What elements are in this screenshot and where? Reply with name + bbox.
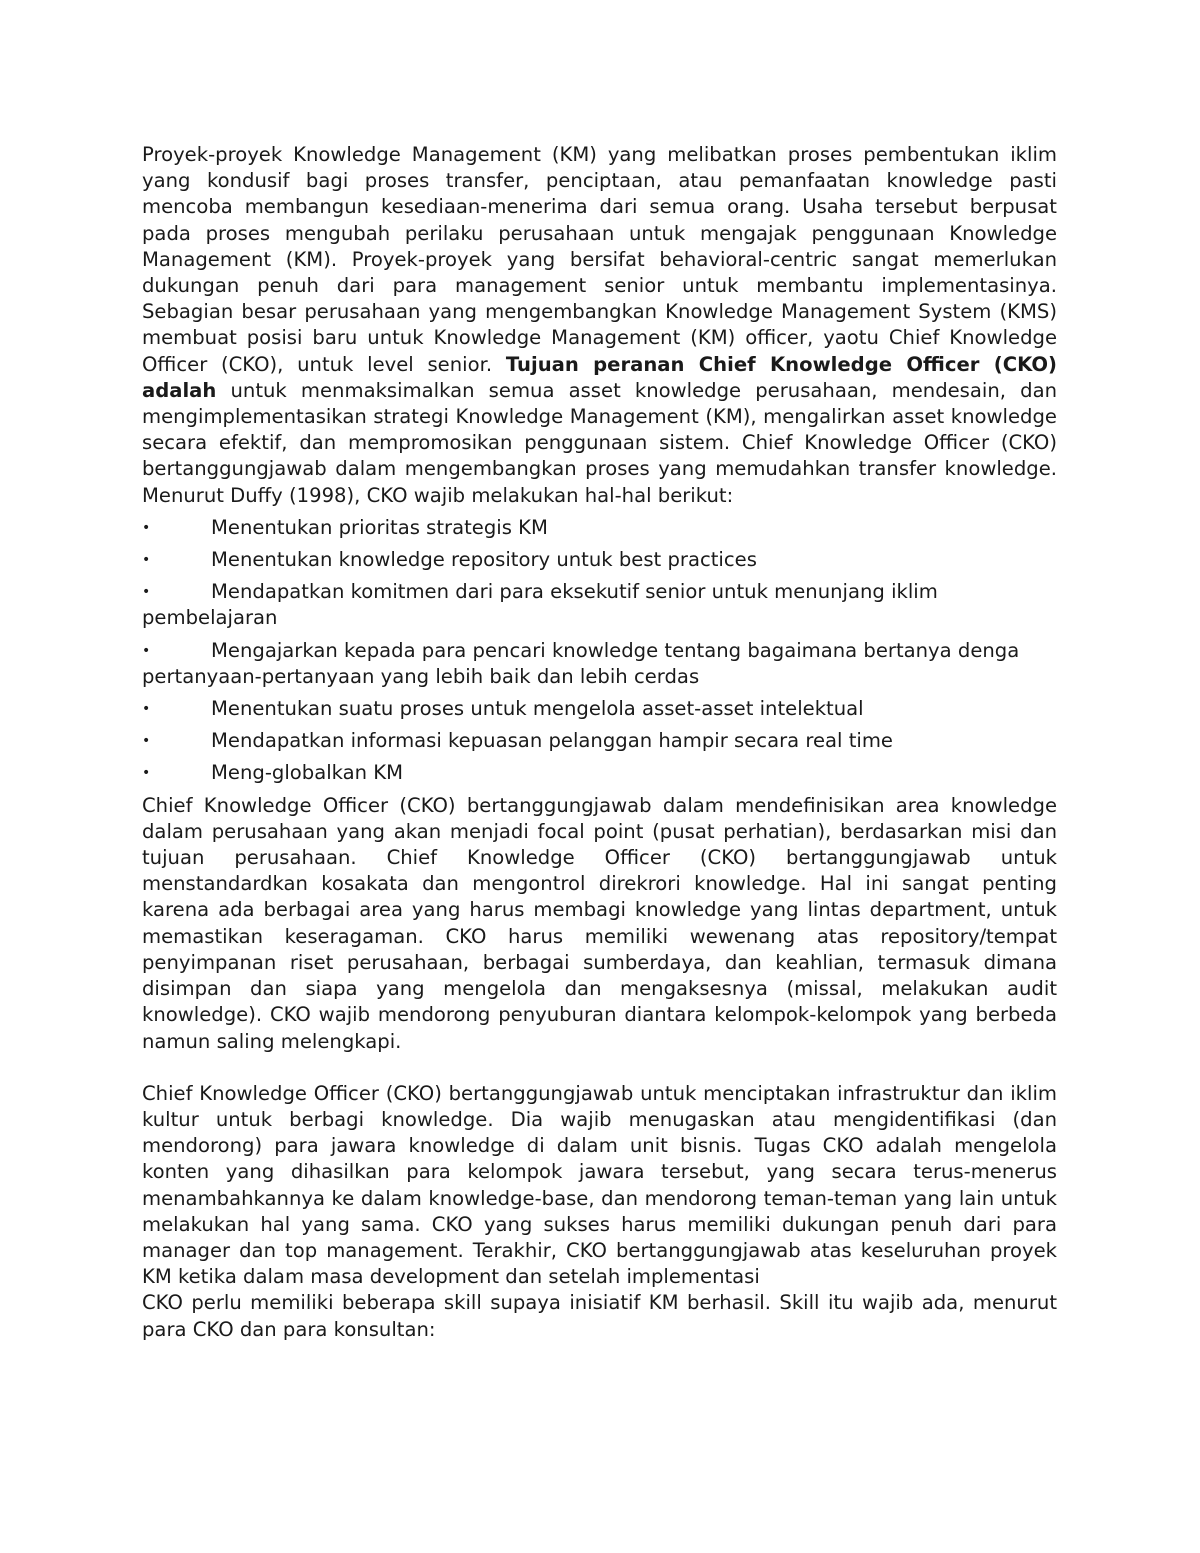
paragraph-cko-intro <box>142 142 1057 483</box>
list-item <box>142 579 1057 631</box>
bullet-icon: • <box>142 584 151 601</box>
document-body <box>142 142 1057 1343</box>
list-item-text: Mendapatkan komitmen dari para eksekutif senior untuk menunjang iklim pembelajaran <box>142 580 938 630</box>
bullet-icon: • <box>142 765 151 782</box>
list-item-text: Mengajarkan kepada para pencari knowledge tentang bagaimana bertanya denga pertanyaan-pertanyaan yang lebih baik dan lebih cerdas <box>142 638 1020 688</box>
list-item <box>142 547 1057 573</box>
bullet-icon: • <box>142 701 151 718</box>
list-item <box>142 760 1057 786</box>
list-item-text: Menentukan suatu proses untuk mengelola asset-asset intelektual <box>211 697 864 721</box>
blank-line <box>142 1055 1057 1081</box>
bullet-icon: • <box>142 519 151 536</box>
list-intro: Menurut Duffy (1998), CKO wajib melakukan hal-hal berikut: <box>142 483 734 507</box>
bullet-icon: • <box>142 733 151 750</box>
list-item <box>142 696 1057 722</box>
list-item-text: Mendapatkan informasi kepuasan pelanggan hampir secara real time <box>211 729 893 753</box>
paragraph-1-text-a: Proyek-proyek Knowledge Management (KM) yang melibatkan proses pembentukan iklim yang kondusif bagi proses transfer, penciptaan, atau pemanfaatan knowledge pasti mencoba membangun kesediaan-menerima dari semua orang. Usaha tersebut berpusat pada proses mengubah perilaku perusahaan untuk mengajak penggunaan Knowledge Management (KM). Proyek-proyek yang bersifat behavioral-centric sangat memerlukan dukungan penuh dari para management senior untuk membantu implementasinya. Sebagian besar perusahaan yang mengembangkan Knowledge Management System (KMS) membuat posisi baru untuk Knowledge Management (KM) officer, yaotu Chief Knowledge Officer (CKO), untuk level senior. <box>142 143 1057 376</box>
duty-list <box>142 515 1057 787</box>
list-item <box>142 728 1057 754</box>
bullet-icon: • <box>142 552 151 569</box>
paragraph-1-bold-phrase: Tujuan peranan Chief Knowledge Officer (CKO) adalah <box>142 352 1057 402</box>
list-item <box>142 515 1057 541</box>
list-item-text: Meng-globalkan KM <box>211 761 404 785</box>
paragraph-1-text-b: untuk menmaksimalkan semua asset knowledge perusahaan, mendesain, dan mengimplementasikan strategi Knowledge Management (KM), mengalirkan asset knowledge secara efektif, dan mempromosikan penggunaan sistem. Chief Knowledge Officer (CKO) bertanggungjawab dalam mengembangkan proses yang memudahkan transfer knowledge. <box>142 378 1057 481</box>
paragraph-cko-skills: CKO perlu memiliki beberapa skill supaya inisiatif KM berhasil. Skill itu wajib ada, menurut para CKO dan para konsultan: <box>142 1291 1057 1341</box>
list-item-text: Menentukan prioritas strategis KM <box>211 515 548 539</box>
list-item <box>142 638 1057 690</box>
paragraph-cko-infrastructure: Chief Knowledge Officer (CKO) bertanggungjawab untuk menciptakan infrastruktur dan iklim kultur untuk berbagi knowledge. Dia wajib menugaskan atau mengidentifikasi (dan mendorong) para jawara knowledge di dalam unit bisnis. Tugas CKO adalah mengelola konten yang dihasilkan para kelompok jawara tersebut, yang secara terus-menerus menambahkannya ke dalam knowledge-base, dan mendorong teman-teman yang lain untuk melakukan hal yang sama. CKO yang sukses harus memiliki dukungan penuh dari para manager dan top management. Terakhir, CKO bertanggungjawab atas keseluruhan proyek KM ketika dalam masa development dan setelah implementasi <box>142 1081 1057 1289</box>
paragraph-cko-definition: Chief Knowledge Officer (CKO) bertanggungjawab dalam mendefinisikan area knowledge dalam perusahaan yang akan menjadi focal point (pusat perhatian), berdasarkan misi dan tujuan perusahaan. Chief Knowledge Officer (CKO) bertanggungjawab untuk menstandardkan kosakata dan mengontrol direkrori knowledge. Hal ini sangat penting karena ada berbagai area yang harus membagi knowledge yang lintas department, untuk memastikan keseragaman. CKO harus memiliki wewenang atas repository/tempat penyimpanan riset perusahaan, berbagai sumberdaya, dan keahlian, termasuk dimana disimpan dan siapa yang mengelola dan mengaksesnya (missal, melakukan audit knowledge). CKO wajib mendorong penyuburan diantara kelompok-kelompok yang berbeda namun saling melengkapi. <box>142 793 1057 1053</box>
bullet-icon: • <box>142 642 151 659</box>
list-item-text: Menentukan knowledge repository untuk best practices <box>211 548 757 572</box>
